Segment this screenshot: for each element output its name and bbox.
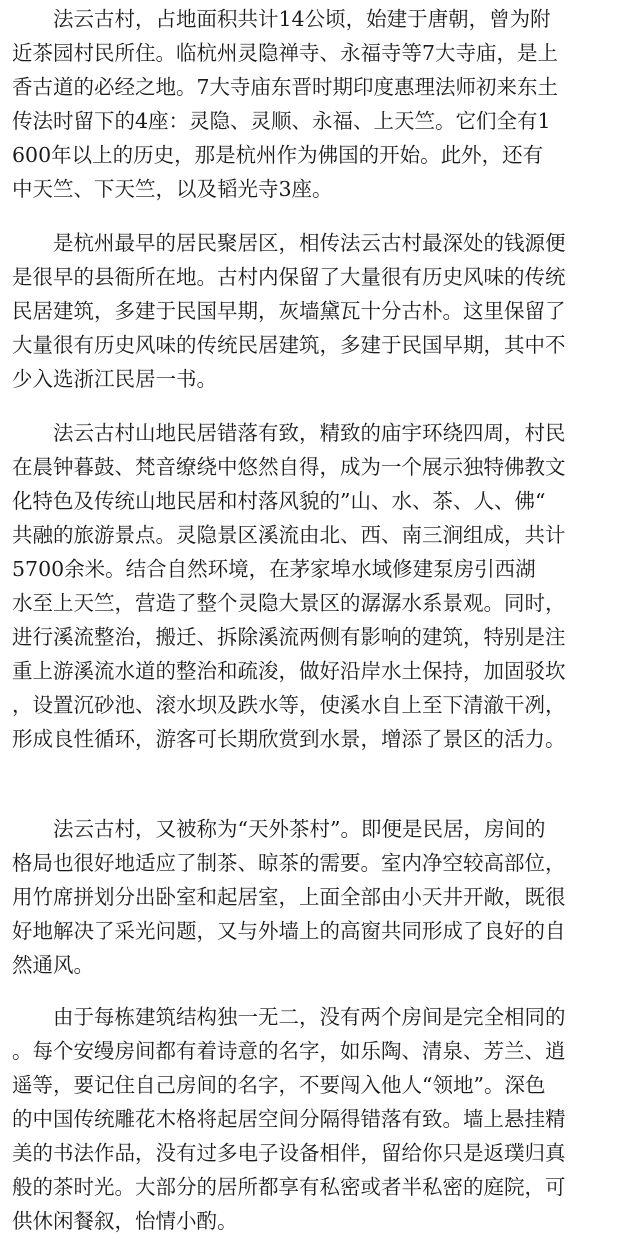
text-line: 民居建筑，多建于民国早期，灰墙黛瓦十分古朴。这里保留了 — [12, 299, 566, 323]
text-line: 由于每栋建筑结构独一无二，没有两个房间是完全相同的 — [12, 1005, 566, 1029]
text-line: 大量很有历史风味的传统民居建筑，多建于民国早期，其中不 — [12, 333, 566, 357]
paragraph-5 — [12, 1000, 636, 1238]
text-line: 重上游溪流水道的整治和疏浚，做好沿岸水土保持，加固驳坎 — [12, 659, 566, 683]
paragraph-3 — [12, 416, 636, 756]
text-line: 。每个安缦房间都有着诗意的名字，如乐陶、清泉、芳兰、逍 — [12, 1039, 566, 1063]
text-line: 般的茶时光。大部分的居所都享有私密或者半私密的庭院，可 — [12, 1175, 566, 1199]
text-line: ，设置沉砂池、滚水坝及跌水等，使溪水自上至下清澈干冽， — [12, 693, 566, 717]
text-line: 是很早的县衙所在地。古村内保留了大量很有历史风味的传统 — [12, 265, 566, 289]
text-line: 在晨钟暮鼓、梵音缭绕中悠然自得，成为一个展示独特佛教文 — [12, 455, 566, 479]
text-line: 化特色及传统山地民居和村落风貌的”山、水、茶、人、佛“ — [12, 489, 546, 513]
text-line: 近茶园村民所住。临杭州灵隐禅寺、永福寺等7大寺庙，是上 — [12, 41, 559, 65]
text-line: 好地解决了采光问题，又与外墙上的高窗共同形成了良好的自 — [12, 919, 566, 943]
paragraph-4 — [12, 812, 636, 982]
text-line: 600年以上的历史，那是杭州作为佛国的开始。此外，还有 — [12, 143, 544, 167]
text-line: 是杭州最早的居民聚居区，相传法云古村最深处的钱源便 — [12, 231, 566, 255]
text-line: 然通风。 — [12, 953, 94, 977]
paragraph-2 — [12, 226, 636, 396]
text-line: 供休闲餐叙，怡情小酌。 — [12, 1209, 238, 1233]
text-line: 进行溪流整治，搬迁、拆除溪流两侧有影响的建筑，特别是注 — [12, 625, 566, 649]
text-line: 中天竺、下天竺，以及韬光寺3座。 — [12, 177, 333, 201]
text-line: 水至上天竺，营造了整个灵隐大景区的潺潺水系景观。同时， — [12, 591, 566, 615]
text-line: 格局也很好地适应了制茶、晾茶的需要。室内净空较高部位， — [12, 851, 566, 875]
text-line: 少入选浙江民居一书。 — [12, 367, 217, 391]
text-line: 美的书法作品，没有过多电子设备相伴，留给你只是返璞归真 — [12, 1141, 566, 1165]
text-line: 用竹席拼划分出卧室和起居室，上面全部由小天井开敞，既很 — [12, 885, 566, 909]
text-line: 法云古村山地民居错落有致，精致的庙宇环绕四周，村民 — [12, 421, 566, 445]
text-line: 形成良性循环，游客可长期欣赏到水景，增添了景区的活力。 — [12, 727, 566, 751]
text-line: 法云古村，占地面积共计14公顷，始建于唐朝，曾为附 — [12, 7, 551, 31]
text-line: 共融的旅游景点。灵隐景区溪流由北、西、南三涧组成，共计 — [12, 523, 566, 547]
text-line: 5700余米。结合自然环境，在茅家埠水域修建泵房引西湖 — [12, 557, 536, 581]
text-line: 传法时留下的4座：灵隐、灵顺、永福、上天竺。它们全有1 — [12, 109, 551, 133]
text-line: 法云古村，又被称为“天外茶村”。即便是民居，房间的 — [12, 817, 546, 841]
text-line: 遥等，要记住自己房间的名字，不要闯入他人“领地”。深色 — [12, 1073, 546, 1097]
paragraph-1 — [12, 2, 636, 206]
text-line: 的中国传统雕花木格将起居空间分隔得错落有致。墙上悬挂精 — [12, 1107, 566, 1131]
text-line: 香古道的必经之地。7大寺庙东晋时期印度惠理法师初来东土 — [12, 75, 559, 99]
